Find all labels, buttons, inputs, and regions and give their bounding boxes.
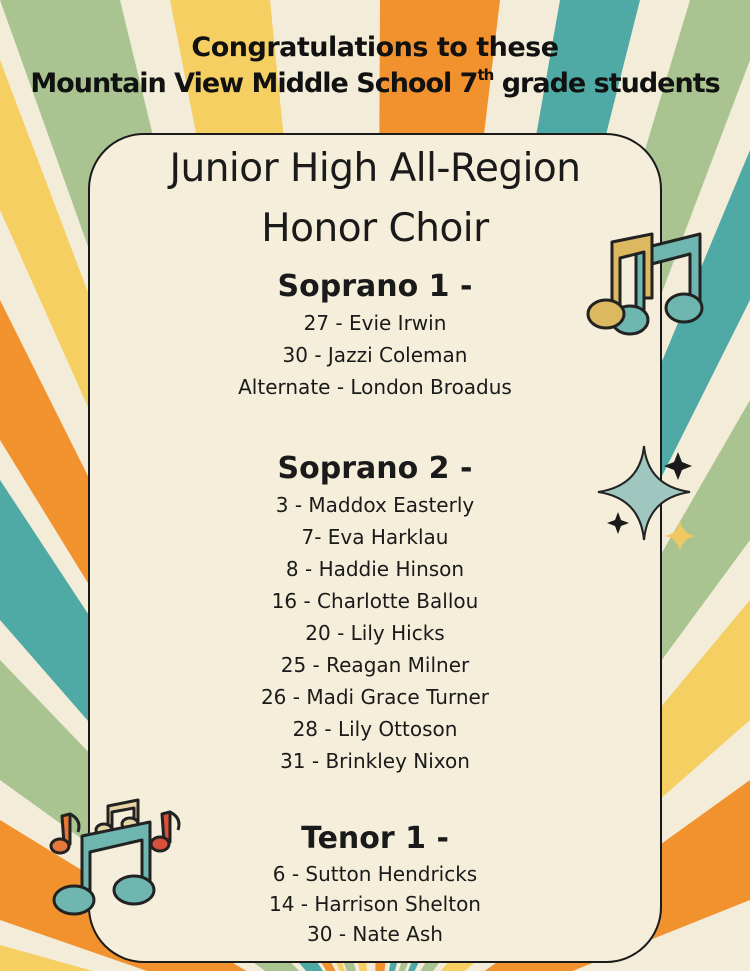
list-item: 16 - Charlotte Ballou xyxy=(271,589,479,613)
list-item: 7- Eva Harklau xyxy=(301,525,449,549)
header-ordinal-suffix: th xyxy=(477,66,494,84)
page-title xyxy=(90,139,660,259)
section-heading: Soprano 1 - xyxy=(277,269,473,304)
header-line-1: Congratulations to these xyxy=(191,32,559,63)
section-heading: Tenor 1 - xyxy=(301,821,449,856)
list-item: 30 - Nate Ash xyxy=(307,922,443,946)
list-item: 20 - Lily Hicks xyxy=(305,621,445,645)
title-line-1: Junior High All-Region xyxy=(169,146,581,191)
section-heading: Soprano 2 - xyxy=(277,451,473,486)
list-item: 8 - Haddie Hinson xyxy=(285,557,465,581)
section-soprano-1 xyxy=(90,267,660,403)
title-line-2: Honor Choir xyxy=(261,206,489,251)
header-line-2 xyxy=(0,66,750,102)
sparkle-stars-icon xyxy=(594,442,704,554)
list-item: 30 - Jazzi Coleman xyxy=(282,343,468,367)
congratulations-header xyxy=(0,30,750,102)
list-item: 25 - Reagan Milner xyxy=(280,653,470,677)
list-item: 3 - Maddox Easterly xyxy=(275,493,475,517)
header-line-2-suffix: grade students xyxy=(493,68,720,99)
section-soprano-2 xyxy=(90,449,660,777)
list-item: 26 - Madi Grace Turner xyxy=(260,685,490,709)
list-item: 28 - Lily Ottoson xyxy=(292,717,458,741)
header-line-2-prefix: Mountain View Middle School 7 xyxy=(30,68,478,99)
list-item: 31 - Brinkley Nixon xyxy=(280,749,470,773)
double-music-note-icon xyxy=(578,214,718,344)
list-item: 6 - Sutton Hendricks xyxy=(272,862,478,886)
list-item: 27 - Evie Irwin xyxy=(303,311,447,335)
music-notes-cluster-icon xyxy=(38,796,188,916)
list-item: Alternate - London Broadus xyxy=(238,375,512,399)
list-item: 14 - Harrison Shelton xyxy=(268,892,481,916)
